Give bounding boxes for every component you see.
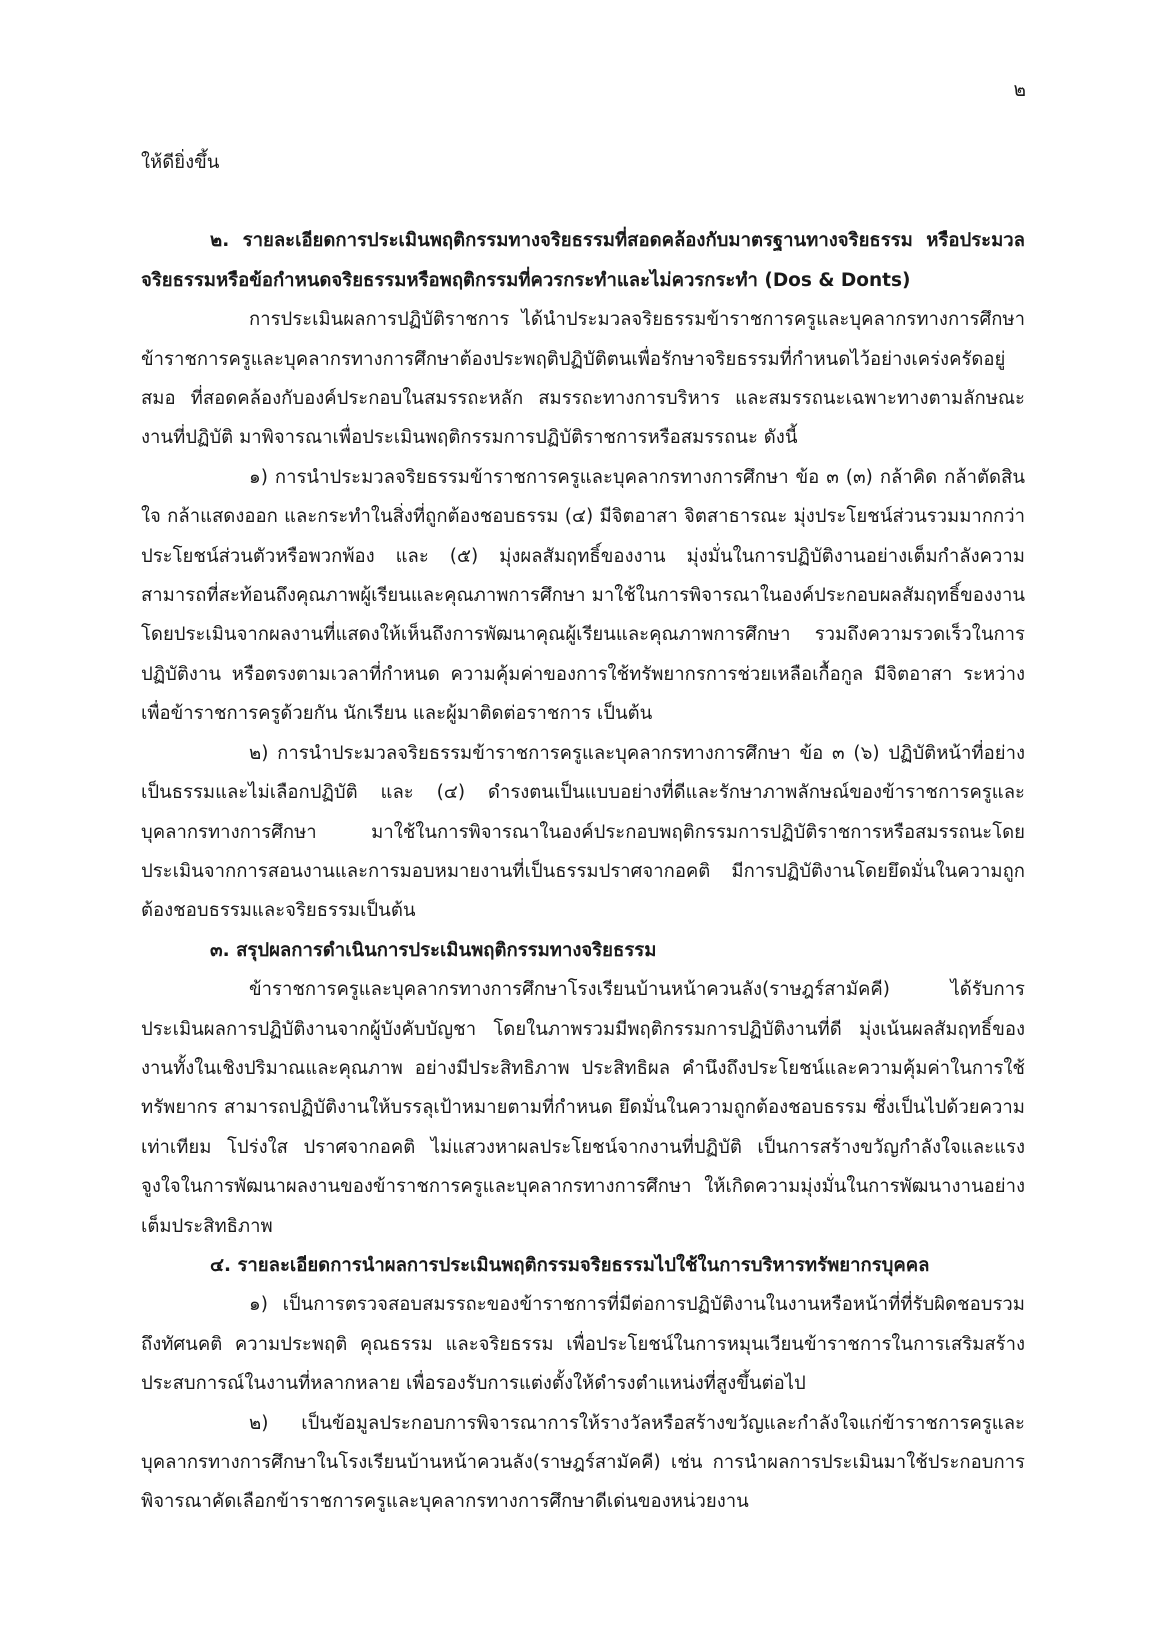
- section-2: [141, 221, 1025, 930]
- paragraph: ข้าราชการครูและบุคลากรทางการศึกษาโรงเรียนบ้านหน้าควนลัง(ราษฎร์สามัคคี) ได้รับการประเมินผลการปฏิบัติงานจากผู้บังคับบัญชา โดยในภาพรวมมีพฤติกรรมการปฏิบัติงานที่ดี มุ่งเน้นผลสัมฤทธิ์ของงานทั้งในเชิงปริมาณและคุณภาพ อย่างมีประสิทธิภาพ ประสิทธิผล คำนึงถึงประโยชน์และความคุ้มค่าในการใช้ทรัพยากร สามารถปฏิบัติงานให้บรรลุเป้าหมายตามที่กำหนด ยึดมั่นในความถูกต้องชอบธรรม ซึ่งเป็นไปด้วยความเท่าเทียม โปร่งใส ปราศจากอคติ ไม่แสวงหาผลประโยชน์จากงานที่ปฏิบัติ เป็นการสร้างขวัญกำลังใจและแรงจูงใจในการพัฒนาผลงานของข้าราชการครูและบุคลากรทางการศึกษา ให้เกิดความมุ่งมั่นในการพัฒนางานอย่างเต็มประสิทธิภาพ: [141, 979, 1025, 1237]
- page-number: ๒: [1013, 79, 1026, 101]
- continuation-text: ให้ดียิ่งขึ้น: [141, 152, 220, 173]
- paragraph: ๒) เป็นข้อมูลประกอบการพิจารณาการให้รางวัลหรือสร้างขวัญและกำลังใจแก่ข้าราชการครูและบุคลากรทางการศึกษาในโรงเรียนบ้านหน้าควนลัง(ราษฎร์สามัคคี) เช่น การนำผลการประเมินมาใช้ประกอบการพิจารณาคัดเลือกข้าราชการครูและบุคลากรทางการศึกษาดีเด่นของหน่วยงาน: [141, 1412, 1025, 1513]
- paragraph: ๑) การนำประมวลจริยธรรมข้าราชการครูและบุคลากรทางการศึกษา ข้อ ๓ (๓) กล้าคิด กล้าตัดสินใจ กล้าแสดงออก และกระทำในสิ่งที่ถูกต้องชอบธรรม (๔) มีจิตอาสา จิตสาธารณะ มุ่งประโยชน์ส่วนรวมมากกว่าประโยชน์ส่วนตัวหรือพวกพ้อง และ (๕) มุ่งผลสัมฤทธิ์ของงาน มุ่งมั่นในการปฏิบัติงานอย่างเต็มกำลังความสามารถที่สะท้อนถึงคุณภาพผู้เรียนและคุณภาพการศึกษา มาใช้ในการพิจารณาในองค์ประกอบผลสัมฤทธิ์ของงาน โดยประเมินจากผลงานที่แสดงให้เห็นถึงการพัฒนาคุณผู้เรียนและคุณภาพการศึกษา รวมถึงความรวดเร็วในการปฏิบัติงาน หรือตรงตามเวลาที่กำหนด ความคุ้มค่าของการใช้ทรัพยากรการช่วยเหลือเกื้อกูล มีจิตอาสา ระหว่างเพื่อข้าราชการครูด้วยกัน นักเรียน และผู้มาติดต่อราชการ เป็นต้น: [141, 466, 1025, 725]
- section-3: [141, 931, 1025, 1246]
- paragraph: ๑) เป็นการตรวจสอบสมรรถะของข้าราชการที่มีต่อการปฏิบัติงานในงานหรือหน้าที่ที่รับผิดชอบรวมถึงทัศนคติ ความประพฤติ คุณธรรม และจริยธรรม เพื่อประโยชน์ในการหมุนเวียนข้าราชการในการเสริมสร้างประสบการณ์ในงานที่หลากหลาย เพื่อรองรับการแต่งตั้งให้ดำรงตำแหน่งที่สูงขึ้นต่อไป: [141, 1294, 1025, 1395]
- paragraph: ๒) การนำประมวลจริยธรรมข้าราชการครูและบุคลากรทางการศึกษา ข้อ ๓ (๖) ปฏิบัติหน้าที่อย่างเป็นธรรมและไม่เลือกปฏิบัติ และ (๔) ดำรงตนเป็นแบบอย่างที่ดีและรักษาภาพลักษณ์ของข้าราชการครูและบุคลากรทางการศึกษา มาใช้ในการพิจารณาในองค์ประกอบพฤติกรรมการปฏิบัติราชการหรือสมรรถนะโดยประเมินจากการสอนงานและการมอบหมายงานที่เป็นธรรมปราศจากอคติ มีการปฏิบัติงานโดยยึดมั่นในความถูกต้องชอบธรรมและจริยธรรมเป็นต้น: [141, 742, 1025, 922]
- section-4: [141, 1246, 1025, 1522]
- section-heading: ๓. สรุปผลการดำเนินการประเมินพฤติกรรมทางจริยธรรม: [210, 939, 657, 961]
- section-heading: ๒. รายละเอียดการประเมินพฤติกรรมทางจริยธรรมที่สอดคล้องกับมาตรฐานทางจริยธรรม หรือประมวลจริยธรรมหรือข้อกำหนดจริยธรรมหรือพฤติกรรมที่ควรกระทำและไม่ควรกระทำ (Dos & Donts): [141, 230, 1025, 291]
- section-heading: ๔. รายละเอียดการนำผลการประเมินพฤติกรรมจริยธรรมไปใช้ในการบริหารทรัพยากรบุคคล: [210, 1254, 930, 1276]
- paragraph: การประเมินผลการปฏิบัติราชการ ได้นำประมวลจริยธรรมข้าราชการครูและบุคลากรทางการศึกษา ข้าราชการครูและบุคลากรทางการศึกษาต้องประพฤติปฏิบัติตนเพื่อรักษาจริยธรรมที่กำหนดไว้อย่างเคร่งครัดอยู่สมอ ที่สอดคล้องกับองค์ประกอบในสมรรถะหลัก สมรรถะทางการบริหาร และสมรรถนะเฉพาะทางตามลักษณะงานที่ปฏิบัติ มาพิจารณาเพื่อประเมินพฤติกรรมการปฏิบัติราชการหรือสมรรถนะ ดังนี้: [141, 309, 1025, 449]
- document-body: [141, 143, 1025, 1522]
